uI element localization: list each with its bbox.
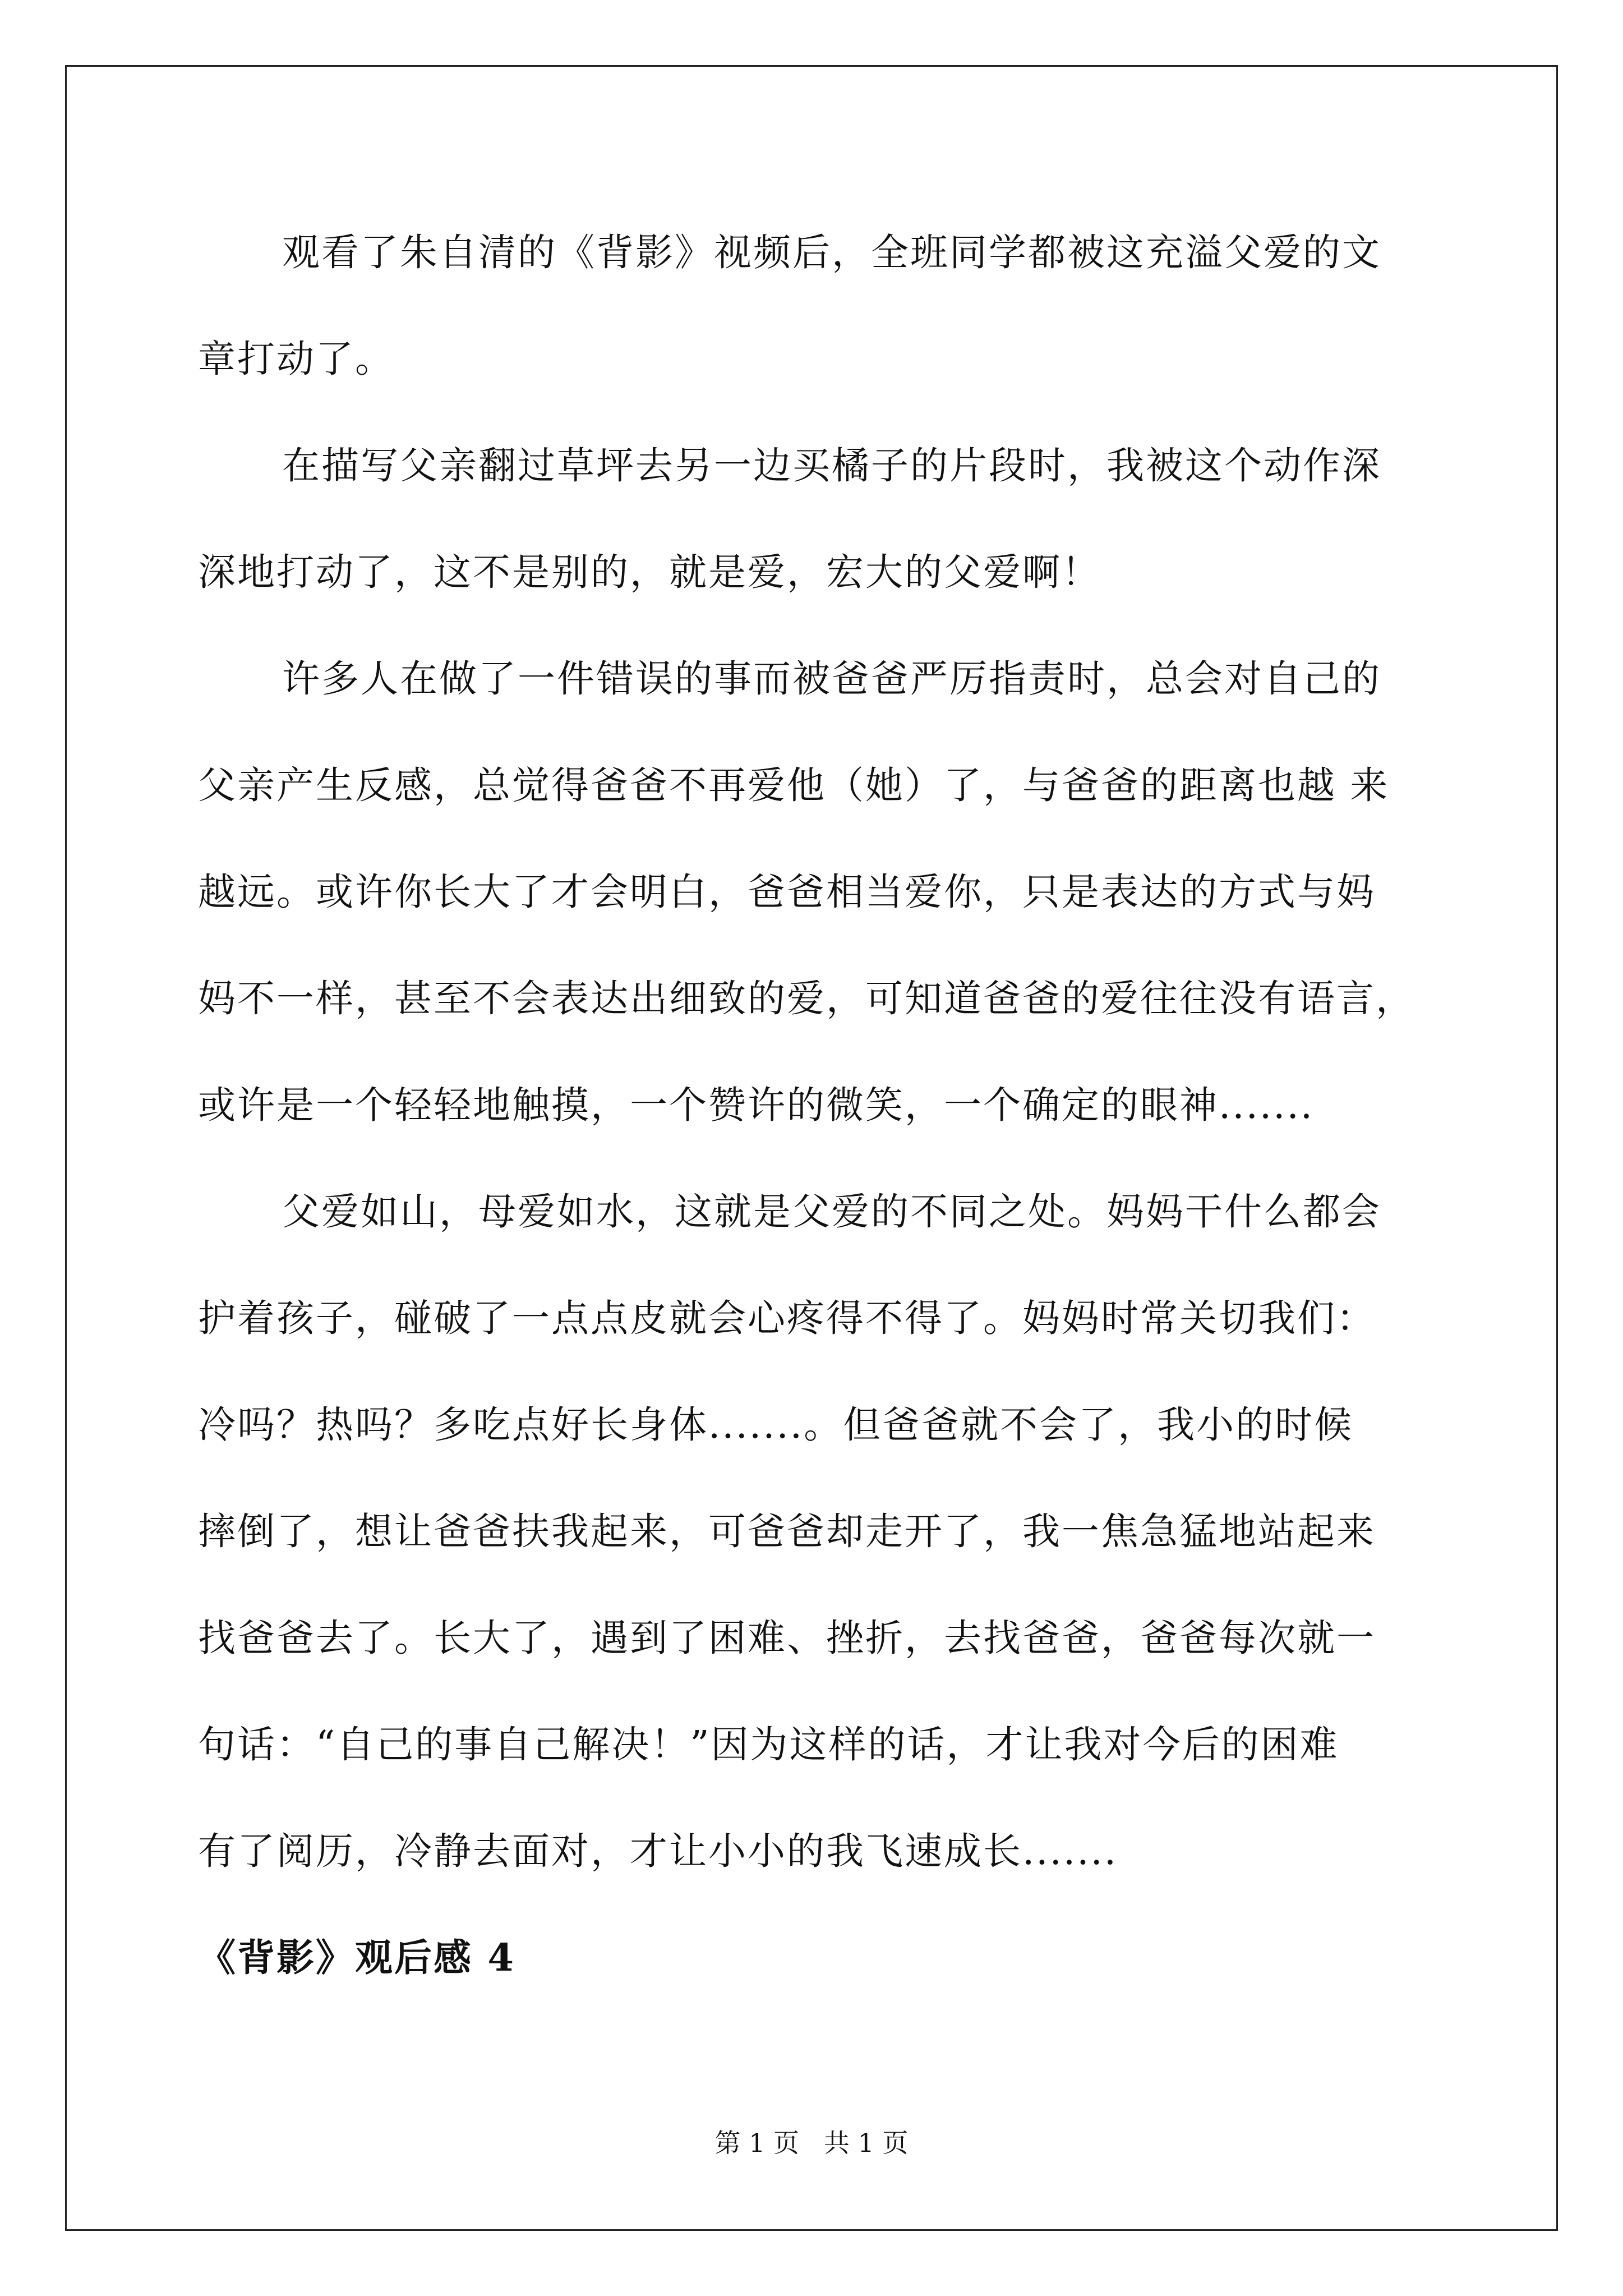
- text-line: 冷吗？热吗？多吃点好长身体.......。但爸爸就不会了，我小的时候: [198, 1403, 1354, 1447]
- text-line: 观看了朱自清的《背影》视频后，全班同学都被这充溢父爱的文: [282, 231, 1381, 274]
- text-line: 有了阅历，冷静去面对，才让小小的我飞速成长.......: [198, 1829, 1118, 1873]
- text-line: 父爱如山，母爱如水，这就是父爱的不同之处。妈妈干什么都会: [282, 1190, 1381, 1234]
- document-body: [198, 199, 1432, 2011]
- text-line: 找爸爸去了。长大了，遇到了困难、挫折，去找爸爸，爸爸每次就一: [198, 1616, 1376, 1660]
- text-line: 句话：“自己的事自己解决！”因为这样的话，才让我对今后的困难: [198, 1723, 1339, 1766]
- page-footer: 第 1 页 共 1 页: [714, 2128, 909, 2158]
- paragraph-4: [198, 1158, 1432, 1904]
- text-line: 许多人在做了一件错误的事而被爸爸严厉指责时，总会对自己的: [282, 657, 1381, 701]
- text-line: 父亲产生反感，总觉得爸爸不再爱他（她）了，与爸爸的距离也越 来: [198, 763, 1390, 807]
- text-line: 妈不一样，甚至不会表达出细致的爱，可知道爸爸的爱往往没有语言，: [198, 977, 1415, 1020]
- text-line: 摔倒了，想让爸爸扶我起来，可爸爸却走开了，我一焦急猛地站起来: [198, 1510, 1376, 1553]
- text-line: 越远。或许你长大了才会明白，爸爸相当爱你，只是表达的方式与妈: [198, 870, 1376, 914]
- text-line: 护着孩子，碰破了一点点皮就会心疼得不得了。妈妈时常关切我们：: [198, 1296, 1376, 1340]
- text-line: 章打动了。: [198, 337, 394, 381]
- text-line: 深地打动了，这不是别的，就是爱，宏大的父爱啊！: [198, 550, 1101, 594]
- text-line: 在描写父亲翻过草坪去另一边买橘子的片段时，我被这个动作深: [282, 444, 1381, 487]
- paragraph-2: [198, 412, 1432, 625]
- text-line: 或许是一个轻轻地触摸，一个赞许的微笑，一个确定的眼神.......: [198, 1083, 1315, 1127]
- section-heading: 《背影》观后感 4: [198, 1935, 515, 1980]
- paragraph-1: [198, 199, 1432, 412]
- paragraph-3: [198, 625, 1432, 1158]
